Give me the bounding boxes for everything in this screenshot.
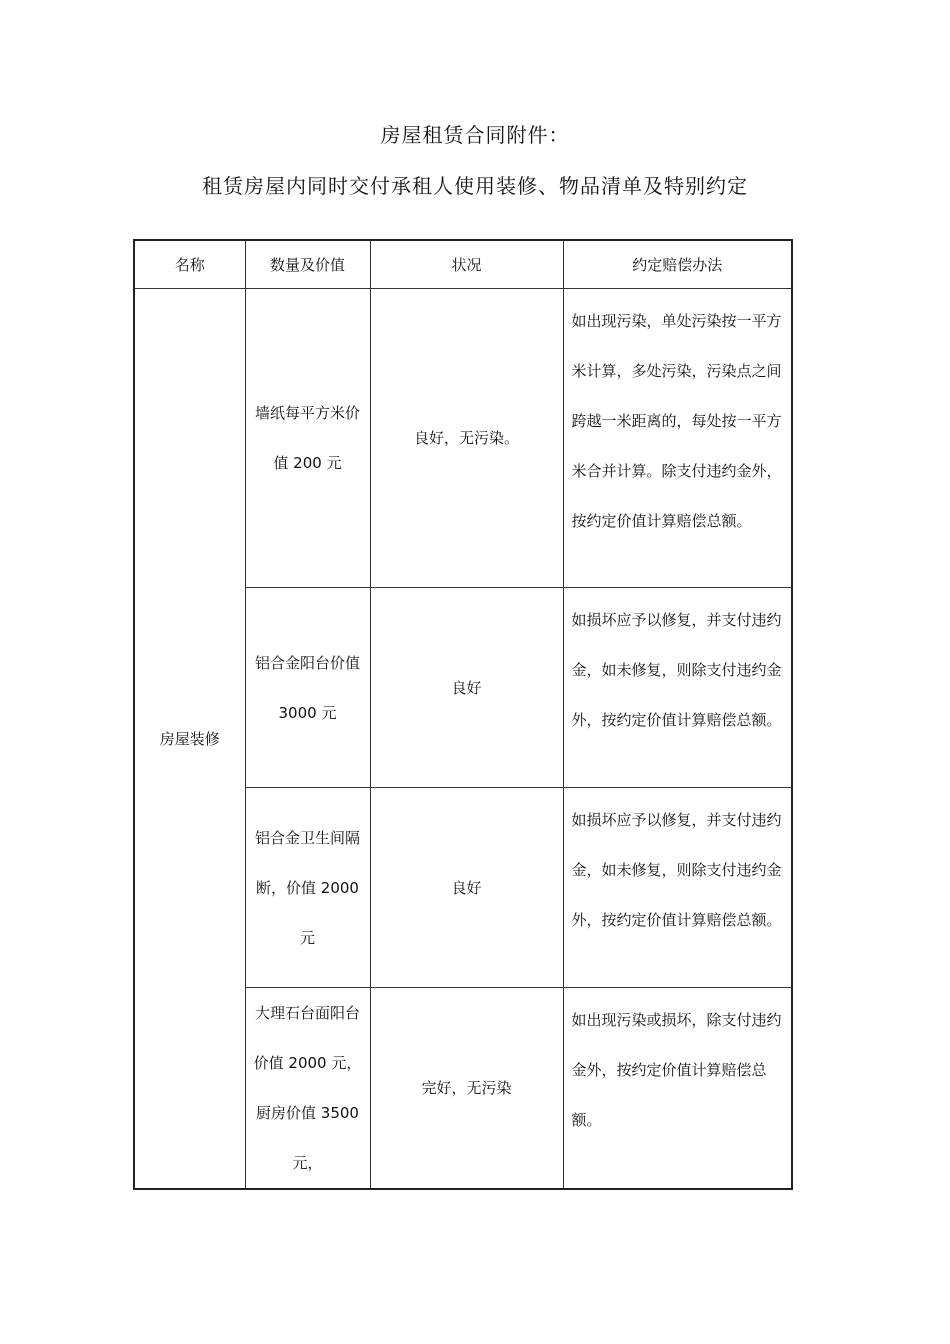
header-quantity-value: 数量及价值 [245,240,370,289]
quantity-value: 铝合金阳台价值 3000 元 [254,653,360,722]
condition-cell [370,988,563,1190]
condition-cell [370,588,563,788]
compensation-terms: 如损坏应予以修复，并支付违约金，如未修复，则除支付违约金外，按约定价值计算赔偿总额。 [571,811,782,929]
condition-value: 良好 [451,878,482,897]
quantity-cell [245,988,370,1190]
document-title: 房屋租赁合同附件： [380,123,570,147]
header-condition: 状况 [370,240,563,289]
condition-value: 完好，无污染 [421,1079,512,1097]
quantity-cell [245,289,370,588]
quantity-value: 墙纸每平方米价值 200 元 [254,404,360,472]
header-name: 名称 [134,240,245,289]
condition-cell [370,289,563,588]
table-row [134,289,792,588]
group-name-cell [134,289,245,1190]
condition-value: 良好 [451,678,482,697]
quantity-value: 大理石台面阳台价值 2000 元，厨房价值 3500 元， [253,1004,362,1172]
terms-cell [563,988,792,1190]
terms-cell [563,788,792,988]
terms-cell [563,588,792,788]
compensation-terms: 如出现污染或损坏，除支付违约金外，按约定价值计算赔偿总额。 [571,1011,782,1129]
quantity-value: 铝合金卫生间隔断，价值 2000 元 [254,828,360,947]
compensation-terms: 如出现污染，单处污染按一平方米计算，多处污染，污染点之间跨越一米距离的，每处按一平方米合并计算。除支付违约金外，按约定价值计算赔偿总额。 [571,312,782,530]
group-name: 房屋装修 [159,730,220,748]
table-header-row [134,240,792,289]
compensation-terms: 如损坏应予以修复，并支付违约金，如未修复，则除支付违约金外，按约定价值计算赔偿总额。 [571,611,782,729]
condition-cell [370,788,563,988]
terms-cell [563,289,792,588]
quantity-cell [245,788,370,988]
inventory-table [133,239,793,1190]
quantity-cell [245,588,370,788]
condition-value: 良好，无污染。 [413,429,519,447]
header-compensation-terms: 约定赔偿办法 [563,240,792,289]
document-subtitle: 租赁房屋内同时交付承租人使用装修、物品清单及特别约定 [202,174,748,198]
